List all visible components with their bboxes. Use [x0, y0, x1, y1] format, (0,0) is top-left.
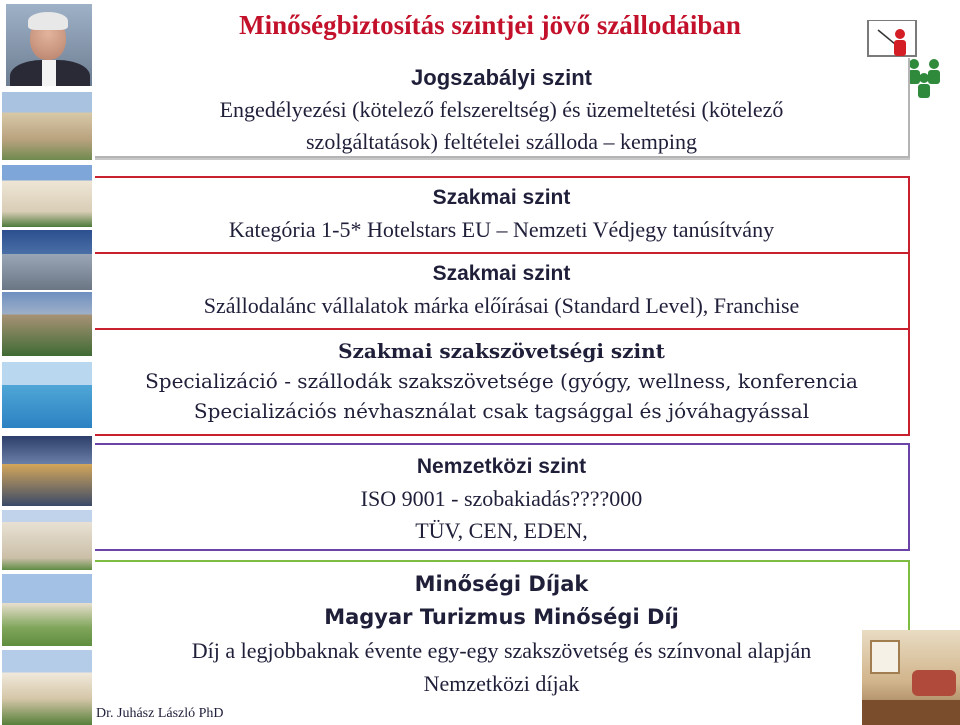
author-portrait — [6, 4, 92, 86]
hotel-photo-3 — [2, 230, 92, 290]
level-text: szolgáltatások) feltételei szálloda – kemping — [306, 129, 697, 154]
level-text: Specializáció - szállodák szakszövetsége (gyógy, wellness, konferencia — [145, 369, 858, 393]
presenter-icon — [895, 29, 905, 39]
page-title: Minőségbiztosítás szintjei jövő szállodáiban — [239, 10, 741, 40]
level-heading: Szakmai szint — [432, 262, 571, 285]
hotel-photo-2 — [2, 165, 92, 227]
level-text: Nemzetközi díjak — [423, 671, 580, 696]
level-subheading: Magyar Turizmus Minőségi Díj — [324, 605, 679, 629]
mansion-photo — [2, 650, 92, 725]
interior-photo — [862, 630, 960, 725]
level-international — [95, 443, 910, 551]
level-heading: Jogszabályi szint — [411, 65, 592, 90]
author-credit: Dr. Juhász László PhD — [96, 706, 224, 721]
level-heading: Szakmai szint — [432, 186, 571, 209]
level-heading: Szakmai szakszövetségi szint — [338, 339, 665, 363]
bridge-photo — [2, 436, 92, 506]
hotel-photo-5 — [2, 510, 92, 570]
level-heading: Minőségi Díjak — [414, 572, 589, 596]
level-professional-2 — [95, 252, 910, 330]
level-legal — [95, 58, 910, 158]
level-professional-1 — [95, 176, 910, 254]
level-text: Díj a legjobbaknak évente egy-egy szakszövetség és színvonal alapján — [191, 638, 812, 663]
level-text: Engedélyezési (kötelező felszereltség) és üzemeltetési (kötelező — [219, 97, 784, 122]
level-quality-awards — [95, 560, 910, 720]
level-text: Kategória 1-5* Hotelstars EU – Nemzeti Védjegy tanúsítvány — [228, 217, 775, 242]
level-association — [95, 328, 910, 436]
level-heading: Nemzetközi szint — [416, 455, 587, 478]
photo-strip — [0, 0, 95, 725]
level-text: Szállodalánc vállalatok márka előírásai (Standard Level), Franchise — [203, 293, 800, 318]
castle-photo — [2, 574, 92, 646]
board-icon — [868, 20, 916, 56]
pool-photo — [2, 362, 92, 428]
level-text: Specializációs névhasználat csak tagsággal és jóváhagyással — [193, 399, 810, 423]
hotel-photo-1 — [2, 92, 92, 160]
level-text: TÜV, CEN, EDEN, — [415, 518, 588, 543]
hotel-photo-4 — [2, 292, 92, 356]
level-text: ISO 9001 - szobakiadás????000 — [360, 486, 643, 511]
